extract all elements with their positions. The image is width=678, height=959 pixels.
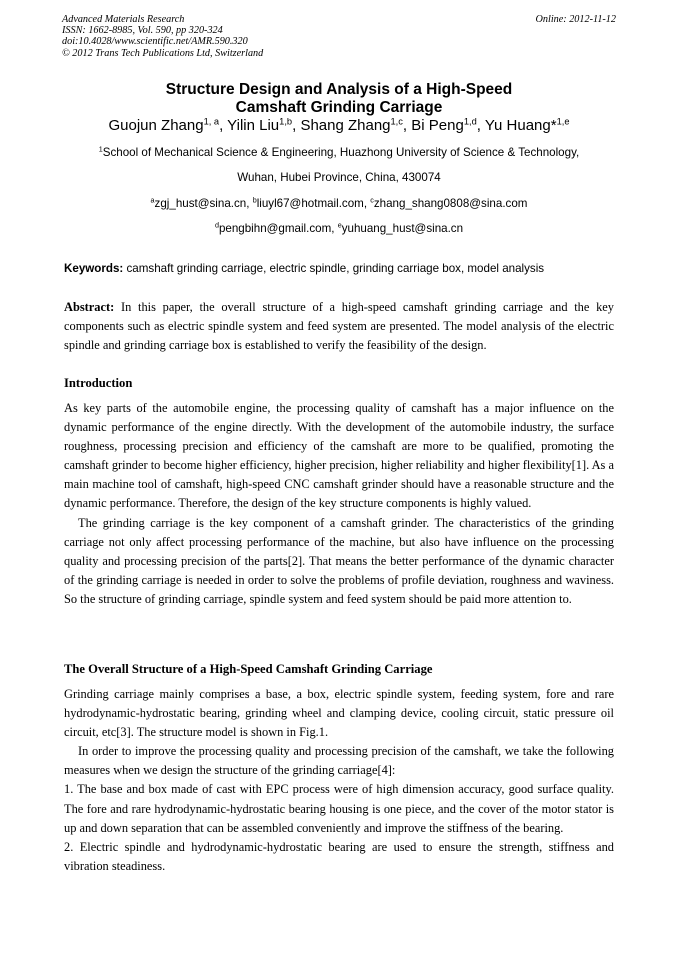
author-separator: , xyxy=(292,117,301,134)
affiliation-line-2: Wuhan, Hubei Province, China, 430074 xyxy=(237,171,441,184)
author-affil-mark: 1,e xyxy=(556,116,570,127)
keywords xyxy=(64,262,624,276)
email-mark: d xyxy=(214,220,219,230)
section-heading-introduction: Introduction xyxy=(64,376,133,390)
paragraph: As key parts of the automobile engine, the processing quality of camshaft has a major influence on the dynamic performance of the engine directly. With the development of the automobile industry, the surface roughness, processing precision and efficiency of the camshaft are more to be qualified, promoting the camshaft grinder to become higher efficiency, higher precision, higher reliability and higher flexibility[1]. As a main machine tool of camshaft, high-speed CNC camshaft grinder should have a reasonable structure and the dynamic performance. Therefore, the design of the key structure components is highly valued. xyxy=(64,401,614,511)
list-item: 1. The base and box made of cast with EPC process were of high dimension accuracy, good surface quality. The fore and rare hydrodynamic-hydrostatic bearing housing is one piece, and the cover of the motor stator is up and down separation that can be assembled conveniently and improve the stiffness of the bearing. xyxy=(64,782,614,835)
copyright-line: © 2012 Trans Tech Publications Ltd, Switzerland xyxy=(62,47,264,59)
author-name: Yu Huang* xyxy=(484,117,557,134)
author-affil-mark: 1,d xyxy=(463,116,477,127)
email-line-1 xyxy=(0,197,678,211)
email-address[interactable]: liuyl67@hotmail.com, xyxy=(256,197,371,210)
overall-structure-body xyxy=(64,685,614,876)
author-name: Bi Peng xyxy=(411,117,464,134)
email-mark: c xyxy=(370,195,374,205)
email-address[interactable]: pengbihn@gmail.com, xyxy=(218,222,338,235)
paper-title xyxy=(0,81,678,117)
abstract-label: Abstract: xyxy=(64,300,115,314)
author-separator: , xyxy=(476,117,485,134)
affiliation-text: School of Mechanical Science & Engineering, Huazhong University of Science & Technology, xyxy=(102,146,580,159)
affiliation-line-1 xyxy=(0,146,678,160)
author-affil-mark: 1, a xyxy=(203,116,220,127)
list-item: 2. Electric spindle and hydrodynamic-hydrostatic bearing are used to ensure the strength, stiffness and vibration steadiness. xyxy=(64,839,614,873)
email-address[interactable]: yuhuang_hust@sina.cn xyxy=(341,222,464,235)
introduction-body xyxy=(64,399,614,609)
author-name: Yilin Liu xyxy=(227,117,280,134)
paragraph: Grinding carriage mainly comprises a base, a box, electric spindle system, feeding system, fore and rare hydrodynamic-hydrostatic bearing, grinding wheel and clamping device, cooling circuit, static pressure oil circuit, etc[3]. The structure model is shown in Fig.1. xyxy=(64,687,614,740)
doi-line[interactable]: doi:10.4028/www.scientific.net/AMR.590.320 xyxy=(62,36,248,48)
author-separator: , xyxy=(402,117,412,134)
email-address[interactable]: zgj_hust@sina.cn, xyxy=(154,197,253,210)
keywords-label: Keywords: xyxy=(64,262,124,275)
email-mark: e xyxy=(337,220,342,230)
abstract xyxy=(64,298,614,355)
author-list xyxy=(0,117,678,135)
section-heading-overall-structure: The Overall Structure of a High-Speed Camshaft Grinding Carriage xyxy=(64,662,433,676)
email-mark: b xyxy=(252,195,257,205)
email-mark: a xyxy=(150,195,155,205)
issn-line: ISSN: 1662-8985, Vol. 590, pp 320-324 xyxy=(62,25,223,37)
author-affil-mark: 1,c xyxy=(390,116,403,127)
journal-name: Advanced Materials Research xyxy=(62,14,185,25)
online-date: Online: 2012-11-12 xyxy=(535,14,616,25)
email-address[interactable]: zhang_shang0808@sina.com xyxy=(373,197,528,210)
author-name: Shang Zhang xyxy=(300,117,391,134)
affiliation-mark: 1 xyxy=(98,144,103,154)
author-name: Guojun Zhang xyxy=(108,117,204,134)
email-line-2 xyxy=(0,222,678,236)
title-line-2: Camshaft Grinding Carriage xyxy=(235,99,443,116)
paragraph: In order to improve the processing quality and processing precision of the camshaft, we take the following measures when we design the structure of the grinding carriage[4]: xyxy=(64,744,614,778)
paragraph: The grinding carriage is the key component of a camshaft grinder. The characteristics of the grinding carriage not only affect processing performance of the machine, but also have influence on the processing quality and processing precision of the parts[2]. That means the better performance of the dynamic character of the grinding carriage is needed in order to solve the problems of profile deviation, roughness and waviness. So the structure of grinding carriage, spindle system and feed system should be paid more attention to. xyxy=(64,515,614,606)
keywords-text: camshaft grinding carriage, electric spindle, grinding carriage box, model analysis xyxy=(123,262,545,275)
author-affil-mark: 1,b xyxy=(279,116,293,127)
running-header xyxy=(62,14,616,59)
title-line-1: Structure Design and Analysis of a High-Speed xyxy=(165,81,513,98)
abstract-text: In this paper, the overall structure of a high-speed camshaft grinding carriage and the key components such as electric spindle system and feed system are presented. The model analysis of the electric spindle and grinding carriage box is established to verify the feasibility of the design. xyxy=(64,300,614,353)
author-separator: , xyxy=(219,117,228,134)
